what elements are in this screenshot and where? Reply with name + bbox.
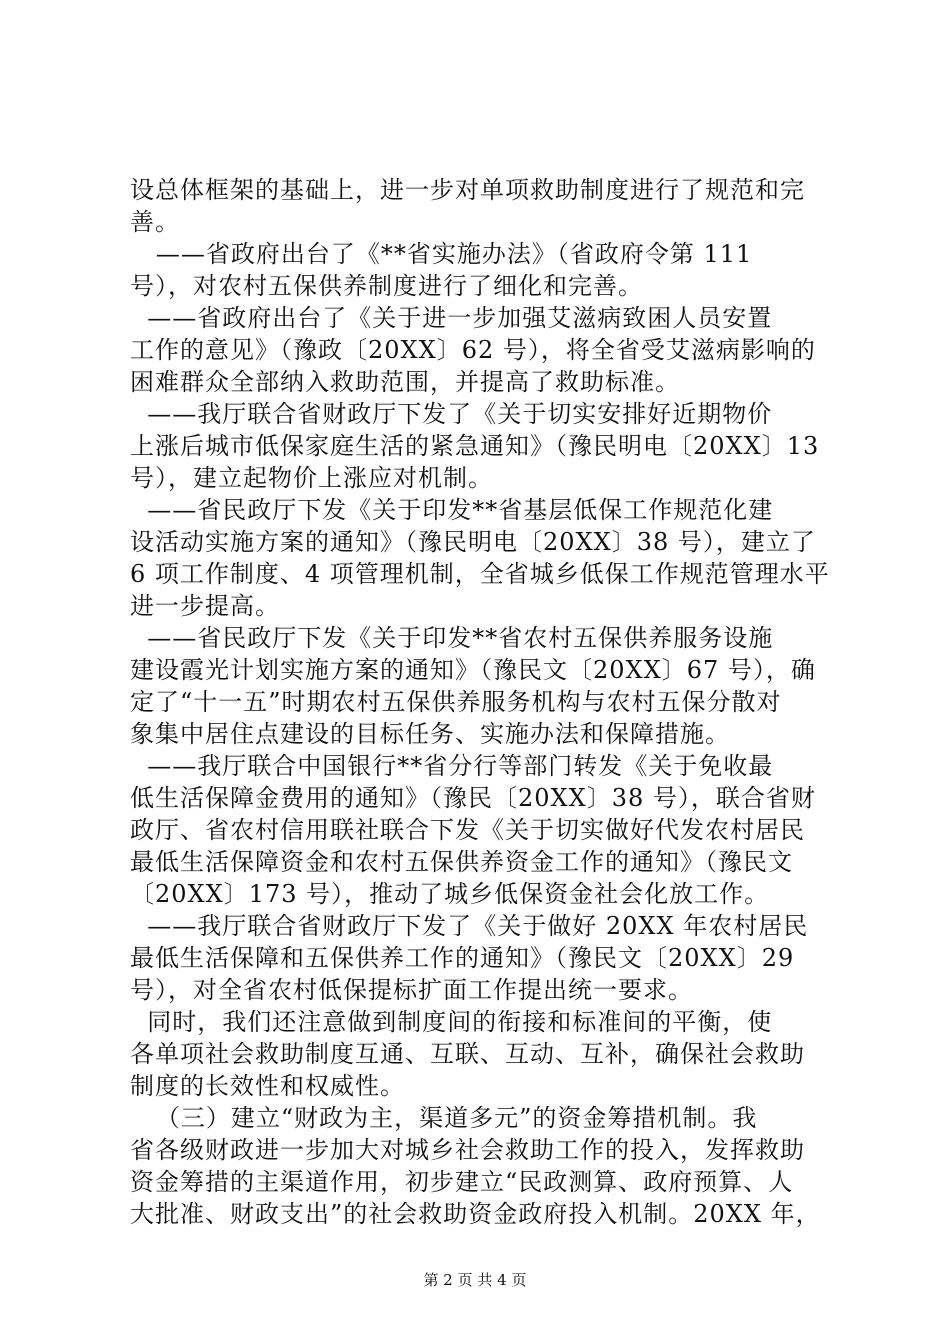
text-line: 设总体框架的基础上，进一步对单项救助制度进行了规范和完 bbox=[130, 176, 805, 204]
text-line: ——我厅联合中国银行**省分行等部门转发《关于免收最 bbox=[130, 752, 774, 780]
document-body bbox=[130, 174, 830, 1230]
text-line: ——省民政厅下发《关于印发**省基层低保工作规范化建 bbox=[130, 496, 774, 524]
text-line: 大批准、财政支出”的社会救助资金政府投入机制。20XX 年， bbox=[130, 1200, 821, 1228]
text-line: 各单项社会救助制度互通、互联、互动、互补，确保社会救助 bbox=[130, 1040, 805, 1068]
text-line: 工作的意见》（豫政〔20XX〕62 号），将全省受艾滋病影响的 bbox=[130, 336, 816, 364]
text-line: ——省民政厅下发《关于印发**省农村五保供养服务设施 bbox=[130, 624, 774, 652]
text-line: ——省政府出台了《**省实施办法》（省政府令第 111 bbox=[130, 240, 753, 268]
text-line: 号），对全省农村低保提标扩面工作提出统一要求。 bbox=[130, 976, 693, 1004]
text-line: 号），对农村五保供养制度进行了细化和完善。 bbox=[130, 272, 643, 300]
text-line: 善。 bbox=[130, 208, 180, 236]
text-line: ——我厅联合省财政厅下发了《关于切实安排好近期物价 bbox=[130, 400, 773, 428]
text-line: 进一步提高。 bbox=[130, 592, 280, 620]
text-line: 最低生活保障和五保供养工作的通知》（豫民文〔20XX〕29 bbox=[130, 944, 795, 972]
text-line: 低生活保障金费用的通知》（豫民〔20XX〕38 号），联合省财 bbox=[130, 784, 816, 812]
text-line: 同时，我们还注意做到制度间的衔接和标准间的平衡，使 bbox=[130, 1008, 773, 1036]
text-line: 建设霞光计划实施方案的通知》（豫民文〔20XX〕67 号），确 bbox=[130, 656, 816, 684]
text-line: ——省政府出台了《关于进一步加强艾滋病致困人员安置 bbox=[130, 304, 773, 332]
text-line: 省各级财政进一步加大对城乡社会救助工作的投入，发挥救助 bbox=[130, 1136, 805, 1164]
text-line: 资金筹措的主渠道作用，初步建立“民政测算、政府预算、人 bbox=[130, 1168, 794, 1196]
text-line: 制度的长效性和权威性。 bbox=[130, 1072, 405, 1100]
text-line: 6 项工作制度、4 项管理机制，全省城乡低保工作规范管理水平 bbox=[130, 560, 830, 588]
text-line: 困难群众全部纳入救助范围，并提高了救助标准。 bbox=[130, 368, 680, 396]
text-line: 设活动实施方案的通知》（豫民明电〔20XX〕38 号），建立了 bbox=[130, 528, 816, 556]
text-line: 定了“十一五”时期农村五保供养服务机构与农村五保分散对 bbox=[130, 688, 782, 716]
text-line: 最低生活保障资金和农村五保供养资金工作的通知》（豫民文 bbox=[130, 848, 793, 876]
text-line: （三）建立“财政为主，渠道多元”的资金筹措机制。我 bbox=[130, 1104, 758, 1132]
text-line: ——我厅联合省财政厅下发了《关于做好 20XX 年农村居民 bbox=[130, 912, 809, 940]
text-line: 政厅、省农村信用联社联合下发《关于切实做好代发农村居民 bbox=[130, 816, 805, 844]
text-line: 号），建立起物价上涨应对机制。 bbox=[130, 464, 493, 492]
text-line: 象集中居住点建设的目标任务、实施办法和保障措施。 bbox=[130, 720, 730, 748]
text-line: 〔20XX〕173 号），推动了城乡低保资金社会化放工作。 bbox=[130, 880, 770, 908]
text-line: 上涨后城市低保家庭生活的紧急通知》（豫民明电〔20XX〕13 bbox=[130, 432, 820, 460]
page-number-footer: 第 2 页 共 4 页 bbox=[423, 1271, 527, 1289]
